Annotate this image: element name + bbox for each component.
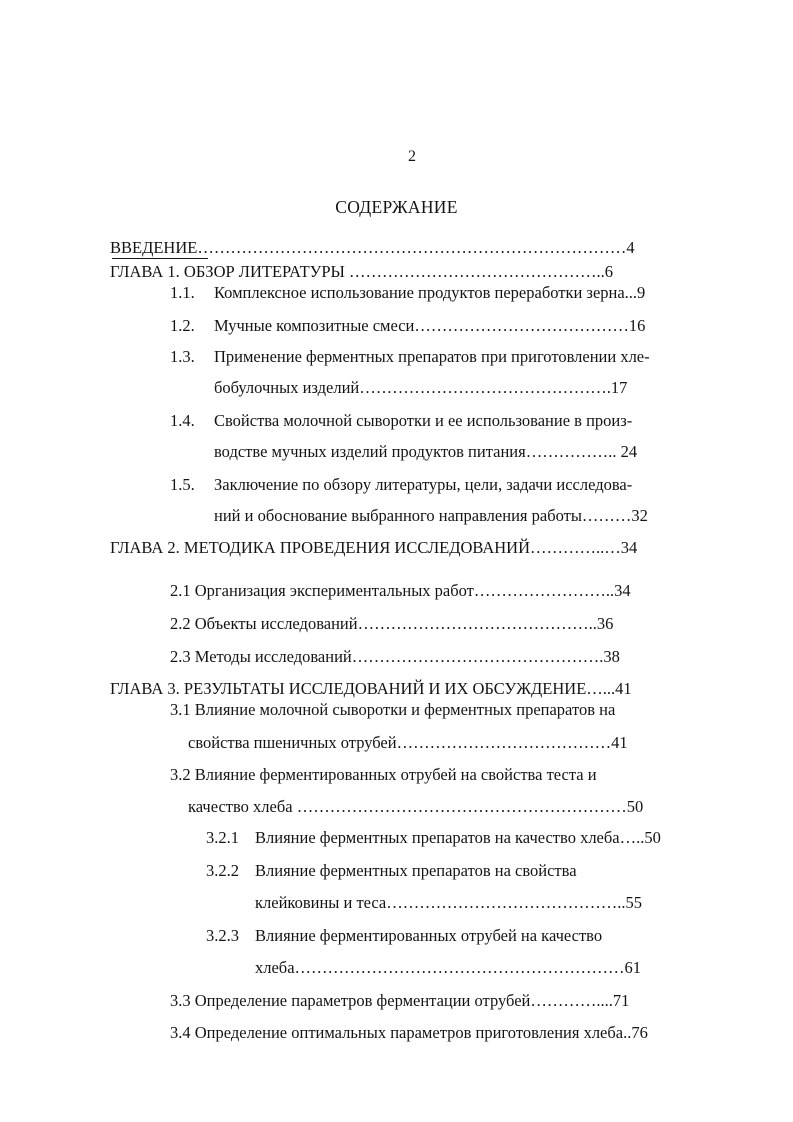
page-title: СОДЕРЖАНИЕ (335, 197, 458, 217)
intro-underline (112, 258, 208, 259)
toc-entry-3-2-2-line-2: клейковины и теса……………………………………..55 (255, 893, 642, 912)
toc-entry-1-2: Мучные композитные смеси…………………………………16 (214, 316, 646, 335)
toc-entry-chapter-1: ГЛАВА 1. ОБЗОР ЛИТЕРАТУРЫ ………………………………………..6 (110, 262, 614, 281)
toc-entry-1-5-number: 1.5. (170, 475, 195, 494)
page-number: 2 (408, 148, 416, 165)
toc-entry-1-1-number: 1.1. (170, 283, 195, 302)
toc-entry-1-5-line-2: ний и обоснование выбранного направления работы………32 (214, 506, 648, 525)
toc-entry-3-2-2-line-1: Влияние ферментных препаратов на свойства (255, 861, 577, 880)
toc-entry-1-3-line-2: бобулочных изделий……………………………………….17 (214, 378, 628, 397)
toc-entry-1-5-line-1: Заключение по обзору литературы, цели, задачи исследова- (214, 475, 633, 494)
toc-entry-3-2-line-2: качество хлеба ……………………………………………………50 (188, 797, 644, 816)
toc-entry-3-1-line-2: свойства пшеничных отрубей…………………………………41 (188, 733, 628, 752)
toc-entry-1-4-line-2: водстве мучных изделий продуктов питания…………….. 24 (214, 442, 638, 461)
toc-entry-1-4-number: 1.4. (170, 411, 195, 430)
toc-entry-1-3-number: 1.3. (170, 347, 195, 366)
toc-entry-chapter-3: ГЛАВА 3. РЕЗУЛЬТАТЫ ИССЛЕДОВАНИЙ И ИХ ОБСУЖДЕНИЕ…...41 (110, 679, 632, 698)
toc-entry-3-4: 3.4 Определение оптимальных параметров приготовления хлеба..76 (170, 1023, 648, 1042)
toc-entry-2-2: 2.2 Объекты исследований……………………………………..36 (170, 614, 614, 633)
toc-entry-3-2-1: Влияние ферментных препаратов на качество хлеба…..50 (255, 828, 661, 847)
toc-entry-1-3-line-1: Применение ферментных препаратов при приготовлении хле- (214, 347, 650, 366)
toc-entry-3-2-3-line-1: Влияние ферментированных отрубей на качество (255, 926, 603, 945)
toc-entry-3-2-3-number: 3.2.3 (206, 926, 239, 945)
toc-entry-1-4-line-1: Свойства молочной сыворотки и ее использование в произ- (214, 411, 633, 430)
toc-entry-3-2-3-line-2: хлеба……………………………………………………61 (255, 958, 642, 977)
toc-entry-3-2-line-1: 3.2 Влияние ферментированных отрубей на свойства теста и (170, 765, 597, 784)
toc-entry-3-2-2-number: 3.2.2 (206, 861, 239, 880)
toc-entry-intro: ВВЕДЕНИЕ……………………………………………………………………4 (110, 238, 635, 257)
toc-entry-1-1: Комплексное использование продуктов переработки зерна...9 (214, 283, 646, 302)
toc-entry-3-1-line-1: 3.1 Влияние молочной сыворотки и ферментных препаратов на (170, 700, 616, 719)
toc-entry-2-3: 2.3 Методы исследований……………………………………….38 (170, 647, 620, 666)
toc-entry-3-3: 3.3 Определение параметров ферментации отрубей…………....71 (170, 991, 630, 1010)
toc-entry-3-2-1-number: 3.2.1 (206, 828, 239, 847)
toc-entry-2-1: 2.1 Организация экспериментальных работ……………………..34 (170, 581, 631, 600)
toc-entry-1-2-number: 1.2. (170, 316, 195, 335)
toc-entry-chapter-2: ГЛАВА 2. МЕТОДИКА ПРОВЕДЕНИЯ ИССЛЕДОВАНИЙ…………..…34 (110, 538, 638, 557)
